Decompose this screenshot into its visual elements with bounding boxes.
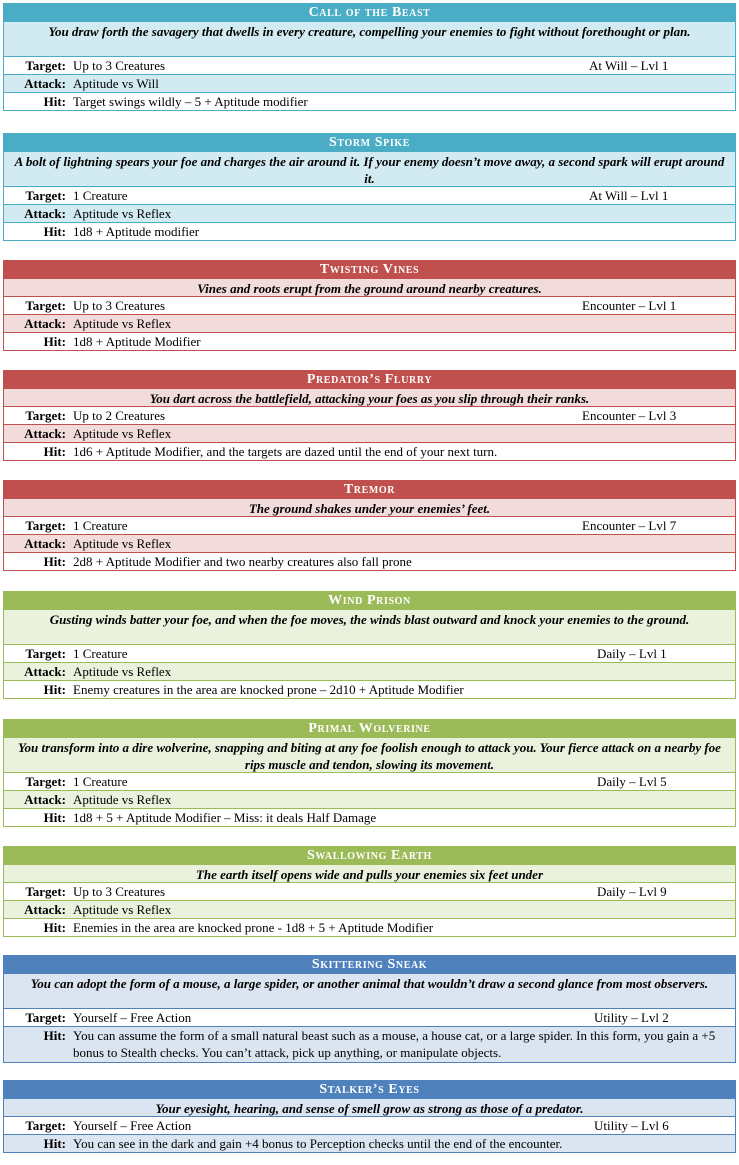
- attack-value: Aptitude vs Reflex: [73, 664, 172, 679]
- attack-label: Attack:: [24, 76, 66, 91]
- power-flavor: You transform into a dire wolverine, snapping and biting at any foe foolish enough to attack you. Your fierce attack on a nearby foe rips muscle and tendon, slowing its movement.: [4, 737, 735, 772]
- attack-label: Attack:: [24, 664, 66, 679]
- target-label: Target:: [25, 58, 66, 73]
- hit-label: Hit:: [43, 1028, 66, 1043]
- power-title: Call of the Beast: [4, 4, 735, 21]
- target-label: Target:: [25, 298, 66, 313]
- target-row: [4, 772, 735, 790]
- attack-value: Aptitude vs Reflex: [73, 792, 172, 807]
- hit-label: Hit:: [43, 334, 66, 349]
- usage-level: Daily – Lvl 9: [597, 884, 667, 899]
- hit-label: Hit:: [43, 682, 66, 697]
- usage-level: Utility – Lvl 6: [594, 1118, 669, 1133]
- target-row: [4, 406, 735, 424]
- target-value: 1 Creature: [73, 188, 128, 203]
- usage-level: At Will – Lvl 1: [589, 188, 669, 203]
- hit-row: [4, 222, 735, 240]
- hit-value: Target swings wildly – 5 + Aptitude modifier: [73, 94, 308, 109]
- target-value: 1 Creature: [73, 518, 128, 533]
- power-flavor: The ground shakes under your enemies’ feet.: [4, 498, 735, 516]
- power-flavor: You can adopt the form of a mouse, a large spider, or another animal that wouldn’t draw a second glance from most observers.: [4, 973, 735, 1008]
- target-value: Up to 3 Creatures: [73, 58, 166, 73]
- hit-row: [4, 808, 735, 826]
- target-value: Up to 3 Creatures: [73, 298, 166, 313]
- usage-level: Utility – Lvl 2: [594, 1010, 669, 1025]
- power-flavor: Vines and roots erupt from the ground around nearby creatures.: [4, 278, 735, 296]
- target-label: Target:: [25, 1010, 66, 1025]
- hit-value: Enemy creatures in the area are knocked prone – 2d10 + Aptitude Modifier: [73, 682, 464, 697]
- hit-row: [4, 332, 735, 350]
- hit-label: Hit:: [43, 224, 66, 239]
- attack-row: [4, 314, 735, 332]
- attack-value: Aptitude vs Will: [73, 76, 159, 91]
- hit-row: [4, 552, 735, 570]
- target-value: Up to 3 Creatures: [73, 884, 166, 899]
- hit-value: You can assume the form of a small natural beast such as a mouse, a house cat, or a large spider. In this form, you gain a +5 bonus to Stealth checks. You can’t attack, pick up anything, or manipulate objects.: [73, 1028, 716, 1060]
- power-flavor: The earth itself opens wide and pulls your enemies six feet under: [4, 864, 735, 882]
- hit-label: Hit:: [43, 810, 66, 825]
- target-row: [4, 644, 735, 662]
- target-label: Target:: [25, 884, 66, 899]
- attack-label: Attack:: [24, 426, 66, 441]
- power-title: Storm Spike: [4, 134, 735, 151]
- hit-label: Hit:: [43, 554, 66, 569]
- attack-value: Aptitude vs Reflex: [73, 206, 172, 221]
- attack-label: Attack:: [24, 316, 66, 331]
- target-row: [4, 882, 735, 900]
- hit-label: Hit:: [43, 94, 66, 109]
- target-label: Target:: [25, 518, 66, 533]
- hit-label: Hit:: [43, 444, 66, 459]
- power-flavor: Your eyesight, hearing, and sense of smell grow as strong as those of a predator.: [4, 1098, 735, 1116]
- attack-label: Attack:: [24, 902, 66, 917]
- power-flavor: You draw forth the savagery that dwells in every creature, compelling your enemies to fight without forethought or plan.: [4, 21, 735, 56]
- power-card-stalkers-eyes: [3, 1080, 736, 1153]
- target-label: Target:: [25, 1118, 66, 1133]
- hit-row: [4, 92, 735, 110]
- attack-row: [4, 662, 735, 680]
- target-label: Target:: [25, 646, 66, 661]
- attack-row: [4, 790, 735, 808]
- usage-level: At Will – Lvl 1: [589, 58, 669, 73]
- target-value: Yourself – Free Action: [73, 1118, 192, 1133]
- power-title: Twisting Vines: [4, 261, 735, 278]
- attack-label: Attack:: [24, 206, 66, 221]
- attack-row: [4, 424, 735, 442]
- hit-value: 1d8 + 5 + Aptitude Modifier – Miss: it deals Half Damage: [73, 810, 377, 825]
- target-value: Up to 2 Creatures: [73, 408, 166, 423]
- usage-level: Encounter – Lvl 1: [582, 298, 677, 313]
- hit-value: 2d8 + Aptitude Modifier and two nearby creatures also fall prone: [73, 554, 412, 569]
- power-card-storm-spike: [3, 133, 736, 241]
- target-row: [4, 1116, 735, 1134]
- power-title: Wind Prison: [4, 592, 735, 609]
- attack-row: [4, 204, 735, 222]
- target-row: [4, 56, 735, 74]
- attack-row: [4, 534, 735, 552]
- target-label: Target:: [25, 774, 66, 789]
- power-card-wind-prison: [3, 591, 736, 699]
- hit-value: Enemies in the area are knocked prone - 1d8 + 5 + Aptitude Modifier: [73, 920, 434, 935]
- target-row: [4, 1008, 735, 1026]
- power-flavor: A bolt of lightning spears your foe and charges the air around it. If your enemy doesn’t move away, a second spark will erupt around it.: [4, 151, 735, 186]
- attack-value: Aptitude vs Reflex: [73, 902, 172, 917]
- target-row: [4, 186, 735, 204]
- target-row: [4, 296, 735, 314]
- power-title: Stalker’s Eyes: [4, 1081, 735, 1098]
- attack-value: Aptitude vs Reflex: [73, 536, 172, 551]
- target-value: 1 Creature: [73, 646, 128, 661]
- hit-row: [4, 680, 735, 698]
- hit-row: [4, 1026, 735, 1062]
- hit-value: 1d8 + Aptitude Modifier: [73, 334, 201, 349]
- power-title: Predator’s Flurry: [4, 371, 735, 388]
- power-flavor: You dart across the battlefield, attacking your foes as you slip through their ranks.: [4, 388, 735, 406]
- power-title: Primal Wolverine: [4, 720, 735, 737]
- target-row: [4, 516, 735, 534]
- power-card-twisting-vines: [3, 260, 736, 351]
- hit-row: [4, 918, 735, 936]
- attack-label: Attack:: [24, 792, 66, 807]
- power-title: Skittering Sneak: [4, 956, 735, 973]
- power-card-tremor: [3, 480, 736, 571]
- usage-level: Encounter – Lvl 7: [582, 518, 677, 533]
- power-card-call-of-the-beast: [3, 3, 736, 111]
- power-card-primal-wolverine: [3, 719, 736, 827]
- power-card-skittering-sneak: [3, 955, 736, 1063]
- hit-value: 1d6 + Aptitude Modifier, and the targets are dazed until the end of your next turn.: [73, 444, 498, 459]
- usage-level: Daily – Lvl 1: [597, 646, 667, 661]
- target-value: 1 Creature: [73, 774, 128, 789]
- power-title: Swallowing Earth: [4, 847, 735, 864]
- power-card-swallowing-earth: [3, 846, 736, 937]
- attack-value: Aptitude vs Reflex: [73, 426, 172, 441]
- usage-level: Daily – Lvl 5: [597, 774, 667, 789]
- usage-level: Encounter – Lvl 3: [582, 408, 677, 423]
- attack-value: Aptitude vs Reflex: [73, 316, 172, 331]
- hit-label: Hit:: [43, 920, 66, 935]
- target-label: Target:: [25, 408, 66, 423]
- hit-value: You can see in the dark and gain +4 bonus to Perception checks until the end of the encounter.: [73, 1136, 563, 1151]
- hit-label: Hit:: [43, 1136, 66, 1151]
- attack-row: [4, 74, 735, 92]
- attack-row: [4, 900, 735, 918]
- attack-label: Attack:: [24, 536, 66, 551]
- hit-row: [4, 442, 735, 460]
- hit-row: [4, 1134, 735, 1152]
- hit-value: 1d8 + Aptitude modifier: [73, 224, 200, 239]
- power-card-predators-flurry: [3, 370, 736, 461]
- power-title: Tremor: [4, 481, 735, 498]
- target-label: Target:: [25, 188, 66, 203]
- target-value: Yourself – Free Action: [73, 1010, 192, 1025]
- power-flavor: Gusting winds batter your foe, and when the foe moves, the winds blast outward and knock your enemies to the ground.: [4, 609, 735, 644]
